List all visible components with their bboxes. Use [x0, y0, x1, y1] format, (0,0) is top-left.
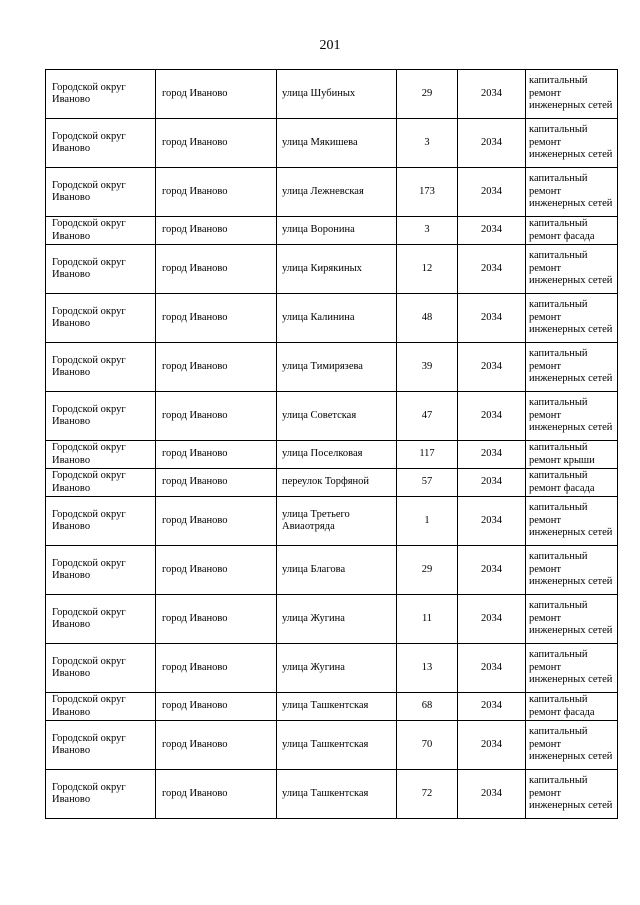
cell-gorod: город Иваново — [156, 441, 277, 469]
cell-work: капитальный ремонт инженерных сетей — [526, 595, 618, 644]
cell-okrug: Городской округ Иваново — [46, 392, 156, 441]
cell-year: 2034 — [458, 644, 526, 693]
cell-year: 2034 — [458, 168, 526, 217]
cell-okrug: Городской округ Иваново — [46, 469, 156, 497]
cell-okrug: Городской округ Иваново — [46, 70, 156, 119]
cell-house: 3 — [397, 119, 458, 168]
cell-house: 72 — [397, 770, 458, 819]
cell-year: 2034 — [458, 469, 526, 497]
cell-gorod: город Иваново — [156, 245, 277, 294]
cell-gorod: город Иваново — [156, 217, 277, 245]
cell-house: 29 — [397, 70, 458, 119]
table-row — [46, 497, 618, 546]
table-row — [46, 441, 618, 469]
cell-year: 2034 — [458, 497, 526, 546]
table-row — [46, 343, 618, 392]
cell-house: 12 — [397, 245, 458, 294]
cell-gorod: город Иваново — [156, 294, 277, 343]
table-row — [46, 693, 618, 721]
cell-work: капитальный ремонт инженерных сетей — [526, 294, 618, 343]
cell-gorod: город Иваново — [156, 497, 277, 546]
cell-okrug: Городской округ Иваново — [46, 119, 156, 168]
cell-gorod: город Иваново — [156, 595, 277, 644]
cell-year: 2034 — [458, 595, 526, 644]
cell-street: улица Калинина — [277, 294, 397, 343]
table-row — [46, 721, 618, 770]
cell-gorod: город Иваново — [156, 644, 277, 693]
cell-okrug: Городской округ Иваново — [46, 595, 156, 644]
table-row — [46, 546, 618, 595]
cell-street: улица Благова — [277, 546, 397, 595]
cell-work: капитальный ремонт инженерных сетей — [526, 168, 618, 217]
cell-work: капитальный ремонт инженерных сетей — [526, 343, 618, 392]
table-row — [46, 245, 618, 294]
cell-year: 2034 — [458, 217, 526, 245]
cell-year: 2034 — [458, 245, 526, 294]
cell-year: 2034 — [458, 693, 526, 721]
cell-house: 3 — [397, 217, 458, 245]
cell-gorod: город Иваново — [156, 546, 277, 595]
cell-street: улица Ташкентская — [277, 721, 397, 770]
cell-year: 2034 — [458, 119, 526, 168]
cell-house: 70 — [397, 721, 458, 770]
cell-street: улица Шубиных — [277, 70, 397, 119]
cell-street: улица Воронина — [277, 217, 397, 245]
table-row — [46, 217, 618, 245]
cell-okrug: Городской округ Иваново — [46, 497, 156, 546]
cell-street: переулок Торфяной — [277, 469, 397, 497]
cell-okrug: Городской округ Иваново — [46, 245, 156, 294]
table-row — [46, 644, 618, 693]
table-row — [46, 770, 618, 819]
cell-house: 1 — [397, 497, 458, 546]
cell-gorod: город Иваново — [156, 721, 277, 770]
cell-street: улица Мякишева — [277, 119, 397, 168]
cell-house: 48 — [397, 294, 458, 343]
cell-street: улица Поселковая — [277, 441, 397, 469]
cell-work: капитальный ремонт инженерных сетей — [526, 546, 618, 595]
cell-gorod: город Иваново — [156, 469, 277, 497]
cell-year: 2034 — [458, 770, 526, 819]
cell-work: капитальный ремонт инженерных сетей — [526, 770, 618, 819]
cell-house: 13 — [397, 644, 458, 693]
cell-work: капитальный ремонт инженерных сетей — [526, 497, 618, 546]
cell-street: улица Советская — [277, 392, 397, 441]
cell-work: капитальный ремонт инженерных сетей — [526, 119, 618, 168]
table-row — [46, 70, 618, 119]
cell-street: улица Жугина — [277, 644, 397, 693]
page-number: 201 — [319, 38, 341, 53]
cell-year: 2034 — [458, 721, 526, 770]
cell-year: 2034 — [458, 392, 526, 441]
cell-okrug: Городской округ Иваново — [46, 168, 156, 217]
cell-okrug: Городской округ Иваново — [46, 441, 156, 469]
cell-street: улица Третьего Авиаотряда — [277, 497, 397, 546]
cell-street: улица Кирякиных — [277, 245, 397, 294]
cell-house: 47 — [397, 392, 458, 441]
registry-table — [45, 69, 618, 819]
cell-house: 57 — [397, 469, 458, 497]
cell-okrug: Городской округ Иваново — [46, 721, 156, 770]
cell-house: 29 — [397, 546, 458, 595]
cell-street: улица Тимирязева — [277, 343, 397, 392]
cell-work: капитальный ремонт фасада — [526, 693, 618, 721]
cell-street: улица Ташкентская — [277, 770, 397, 819]
cell-house: 173 — [397, 168, 458, 217]
cell-gorod: город Иваново — [156, 770, 277, 819]
table-row — [46, 294, 618, 343]
cell-year: 2034 — [458, 441, 526, 469]
cell-house: 11 — [397, 595, 458, 644]
cell-year: 2034 — [458, 343, 526, 392]
cell-okrug: Городской округ Иваново — [46, 294, 156, 343]
table-row — [46, 595, 618, 644]
cell-okrug: Городской округ Иваново — [46, 546, 156, 595]
cell-year: 2034 — [458, 546, 526, 595]
cell-okrug: Городской округ Иваново — [46, 693, 156, 721]
cell-gorod: город Иваново — [156, 693, 277, 721]
table-body — [46, 70, 618, 819]
cell-work: капитальный ремонт крыши — [526, 441, 618, 469]
cell-gorod: город Иваново — [156, 343, 277, 392]
cell-house: 68 — [397, 693, 458, 721]
cell-work: капитальный ремонт инженерных сетей — [526, 245, 618, 294]
cell-year: 2034 — [458, 294, 526, 343]
cell-street: улица Лежневская — [277, 168, 397, 217]
cell-work: капитальный ремонт инженерных сетей — [526, 392, 618, 441]
table-row — [46, 469, 618, 497]
cell-street: улица Жугина — [277, 595, 397, 644]
cell-okrug: Городской округ Иваново — [46, 217, 156, 245]
table-row — [46, 168, 618, 217]
cell-work: капитальный ремонт инженерных сетей — [526, 644, 618, 693]
cell-gorod: город Иваново — [156, 70, 277, 119]
cell-house: 39 — [397, 343, 458, 392]
cell-year: 2034 — [458, 70, 526, 119]
cell-okrug: Городской округ Иваново — [46, 343, 156, 392]
table-row — [46, 119, 618, 168]
cell-work: капитальный ремонт фасада — [526, 217, 618, 245]
cell-work: капитальный ремонт инженерных сетей — [526, 70, 618, 119]
table-row — [46, 392, 618, 441]
cell-gorod: город Иваново — [156, 119, 277, 168]
cell-gorod: город Иваново — [156, 168, 277, 217]
cell-gorod: город Иваново — [156, 392, 277, 441]
cell-work: капитальный ремонт инженерных сетей — [526, 721, 618, 770]
cell-okrug: Городской округ Иваново — [46, 770, 156, 819]
cell-okrug: Городской округ Иваново — [46, 644, 156, 693]
cell-street: улица Ташкентская — [277, 693, 397, 721]
cell-work: капитальный ремонт фасада — [526, 469, 618, 497]
cell-house: 117 — [397, 441, 458, 469]
